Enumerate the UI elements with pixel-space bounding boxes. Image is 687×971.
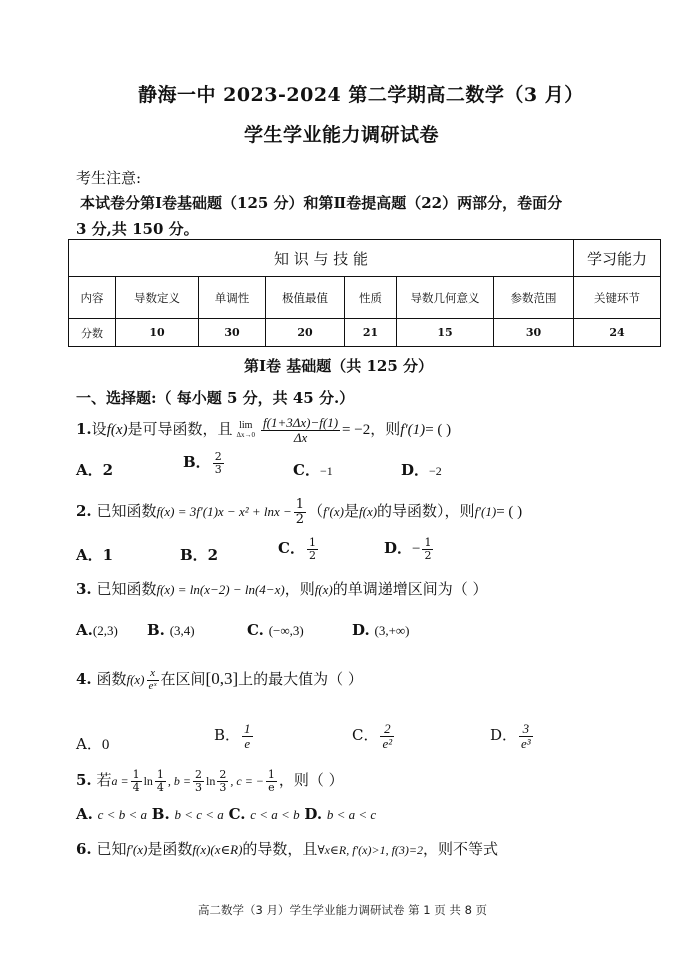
part1-title: 第Ⅰ卷 基础题（共 125 分） (244, 357, 433, 375)
q3-option-b: B. (3,4) (147, 621, 195, 639)
choice-section-heading: 一、选择题:（ 每小题 5 分，共 45 分.） (76, 389, 355, 407)
page-subtitle: 学生学业能力调研试卷 (244, 124, 440, 146)
q4-option-c: C． $\frac{2}{\text{e²}}$ (352, 721, 393, 751)
notice-line-2: 3 分,共 150 分。 (76, 220, 199, 238)
q2-option-b: B．2 (180, 546, 219, 564)
q3-option-d: D. (3,+∞) (352, 621, 410, 639)
q2-option-c: C． $\frac{1}{2}$ (278, 536, 316, 562)
column-header: 参数范围 (494, 277, 574, 319)
question-6: 6. 已知f′(x)是函数f(x)(x∈R)的导数，且∀x∈R, f′(x)>1, f(3)=2，则不等式 (76, 840, 499, 858)
q4-option-d: D． $\frac{3}{\text{e³}}$ (490, 721, 531, 751)
column-header: 性质 (345, 277, 397, 319)
column-header: 极值最值 (266, 277, 345, 319)
q3-option-a: A.(2,3) (76, 621, 118, 639)
q4-option-b: B． $\frac{1}{e}$ (214, 721, 251, 751)
score-cell: 20 (266, 319, 345, 347)
score-cell: 30 (199, 319, 266, 347)
question-4: 4. 函数f(x) $\frac{x}{\text{eˣ}}$ 在区间[0,3]上的最大值为（ ） (76, 666, 363, 692)
notice-label: 考生注意: (76, 169, 142, 187)
score-row-label: 分数 (69, 319, 116, 347)
question-5: 5. 若a = $\frac{1}{4}$ ln $\frac{1}{4}$ , b = $\frac{2}{3}$ ln $\frac{2}{3}$ , c = − $\frac{1}{e}$ ，则（ ） (76, 767, 344, 794)
content-row-label: 内容 (69, 277, 116, 319)
q2-option-a: A．1 (76, 546, 114, 564)
question-1: 1.设f(x)是可导函数，且 lim Δx→0 $\frac{f(1+3\Delta x)-f(1)}{\Delta x}$ = −2，则f′(1)= ( ) (76, 414, 452, 445)
notice-line-1: 本试卷分第Ⅰ卷基础题（125 分）和第Ⅱ卷提高题（22）两部分，卷面分 (80, 194, 563, 212)
page-title: 静海一中 2023-2024 第二学期高二数学（3 月） (138, 84, 584, 106)
score-cell: 21 (345, 319, 397, 347)
score-cell: 10 (116, 319, 199, 347)
column-header: 导数定义 (116, 277, 199, 319)
q5-options: A. c < b < a B. b < c < a C. c < a < b D. b < a < c (76, 805, 377, 823)
column-header: 导数几何意义 (397, 277, 494, 319)
column-header: 单调性 (199, 277, 266, 319)
score-table (68, 239, 661, 347)
column-header: 关键环节 (574, 277, 661, 319)
q1-option-a: A．2 (76, 461, 114, 479)
q3-option-c: C. (−∞,3) (247, 621, 304, 639)
score-cell: 24 (574, 319, 661, 347)
q4-option-a: A．0 (76, 735, 110, 753)
page-footer: 高二数学（3 月）学生学业能力调研试卷 第 1 页 共 8 页 (198, 903, 488, 917)
q1-option-d: D．−2 (401, 461, 442, 479)
question-3: 3. 已知函数f(x) = ln(x−2) − ln(4−x)，则f(x)的单调递增区间为（ ） (76, 580, 488, 598)
q1-option-c: C．−1 (293, 461, 333, 479)
learning-ability-header: 学习能力 (574, 240, 661, 277)
knowledge-skill-header: 知 识 与 技 能 (69, 240, 574, 277)
score-cell: 30 (494, 319, 574, 347)
score-cell: 15 (397, 319, 494, 347)
q1-option-b: B． $\frac{2}{3}$ (183, 450, 222, 476)
question-2: 2. 已知函数f(x) = 3f′(1)x − x² + lnx − $\frac{1}{2}$ （f′(x)是f(x)的导函数），则f′(1)= ( ) (76, 496, 523, 527)
q2-option-d: D．− $\frac{1}{2}$ (384, 536, 432, 562)
